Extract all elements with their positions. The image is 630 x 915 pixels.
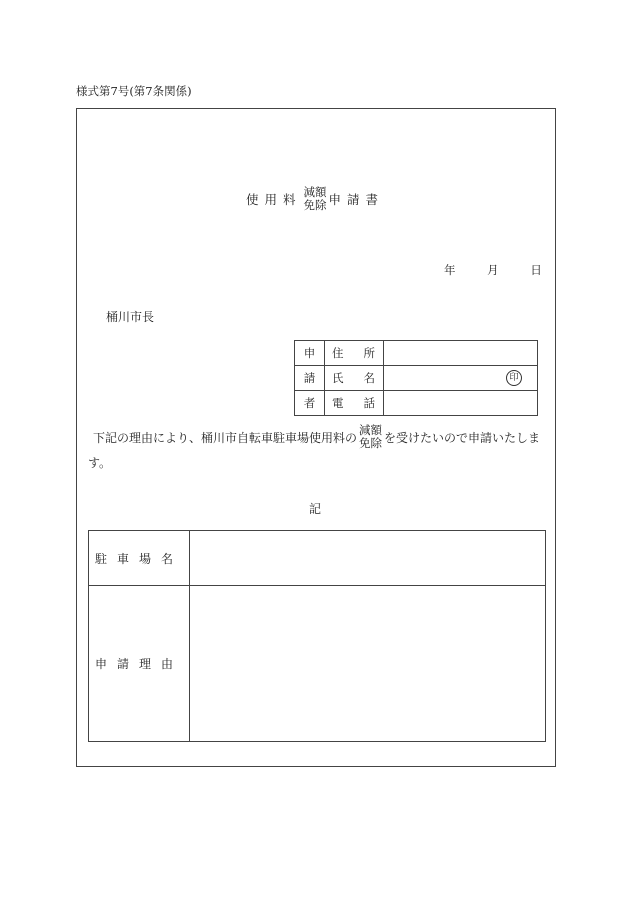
phone-label-char: 電 — [332, 396, 344, 410]
date-year: 年 — [444, 263, 456, 277]
details-row-reason — [89, 586, 546, 742]
statement-option-stack — [359, 424, 382, 450]
phone-label-char: 話 — [363, 396, 375, 410]
address-field[interactable] — [384, 341, 538, 366]
title-option-reduction: 減額 — [303, 185, 327, 199]
applicant-side-char: 請 — [295, 366, 325, 391]
applicant-row-phone — [295, 391, 538, 416]
statement-line-2: す。 — [88, 456, 112, 470]
statement-before: 下記の理由により、桶川市自転車駐車場使用料の — [93, 430, 358, 445]
title-prefix: 使用料 — [245, 192, 302, 207]
name-label-char: 氏 — [332, 371, 344, 385]
name-field[interactable] — [384, 366, 538, 391]
reason-field[interactable] — [190, 586, 546, 742]
parking-name-field[interactable] — [190, 531, 546, 586]
applicant-table — [294, 340, 538, 416]
applicant-row-address — [295, 341, 538, 366]
statement-option-reduction: 減額 — [359, 423, 383, 437]
title-option-exemption: 免除 — [303, 198, 327, 212]
form-title — [0, 186, 630, 212]
name-label-char: 名 — [363, 371, 375, 385]
address-label-char: 住 — [332, 346, 344, 360]
statement-option-exemption: 免除 — [359, 436, 383, 450]
phone-label — [325, 391, 384, 416]
statement-line-1 — [93, 424, 540, 450]
details-table — [88, 530, 546, 742]
date-month: 月 — [487, 263, 499, 277]
addressee: 桶川市長 — [106, 310, 155, 324]
details-row-parking — [89, 531, 546, 586]
applicant-side-char: 申 — [295, 341, 325, 366]
date-line — [444, 262, 542, 278]
date-day: 日 — [530, 263, 542, 277]
title-suffix: 申請書 — [328, 192, 385, 207]
phone-field[interactable] — [384, 391, 538, 416]
ki-heading: 記 — [308, 502, 321, 516]
parking-name-label: 駐車場名 — [89, 531, 190, 586]
form-number-label: 様式第7号(第7条関係) — [76, 84, 192, 98]
address-label-char: 所 — [363, 346, 375, 360]
applicant-row-name — [295, 366, 538, 391]
applicant-side-char: 者 — [295, 391, 325, 416]
reason-label: 申請理由 — [89, 586, 190, 742]
name-label — [325, 366, 384, 391]
address-label — [325, 341, 384, 366]
seal-mark-icon: 印 — [506, 370, 522, 386]
title-option-stack — [304, 186, 327, 212]
statement-after: を受けたいので申請いたしま — [384, 430, 541, 445]
